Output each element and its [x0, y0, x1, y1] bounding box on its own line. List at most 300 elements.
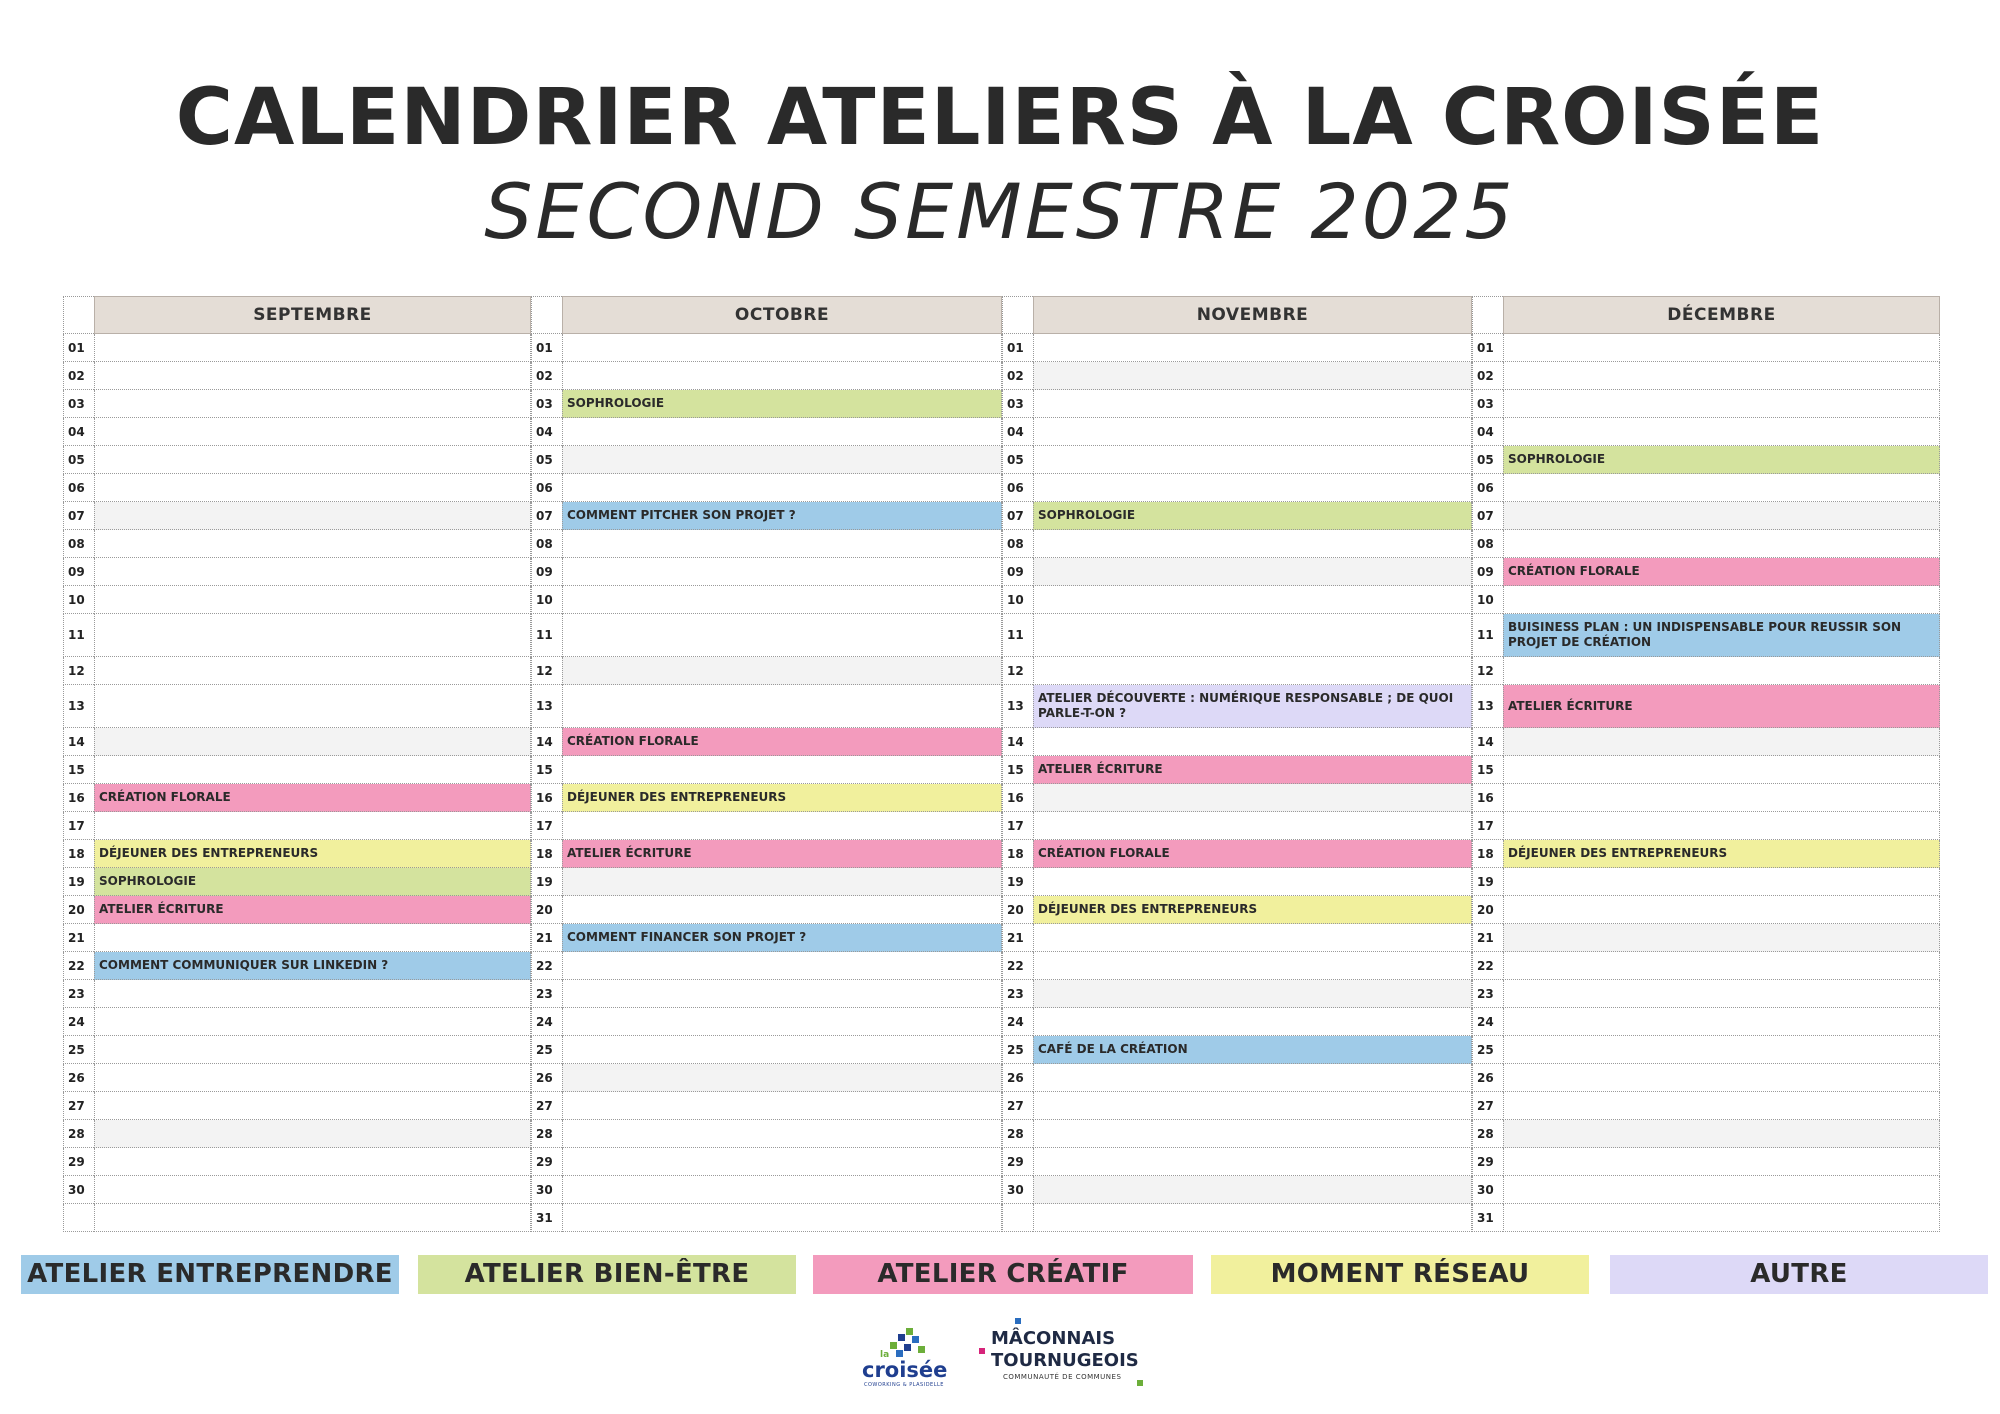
day-row [1472, 1148, 1940, 1176]
day-cell [1033, 390, 1472, 418]
day-row [1472, 1176, 1940, 1204]
day-row [1002, 1008, 1472, 1036]
day-number: 17 [1472, 812, 1503, 840]
day-row [1002, 1176, 1472, 1204]
day-number: 22 [1472, 952, 1503, 980]
day-number: 09 [1002, 558, 1033, 586]
day-row [1472, 502, 1940, 530]
day-cell [94, 1064, 531, 1092]
day-number: 13 [63, 685, 94, 728]
month-name: OCTOBRE [562, 296, 1002, 334]
day-cell [562, 868, 1002, 896]
day-number: 14 [531, 728, 562, 756]
day-number: 29 [1472, 1148, 1503, 1176]
day-cell [94, 446, 531, 474]
day-cell [562, 334, 1002, 362]
day-row [1472, 980, 1940, 1008]
day-row [1002, 784, 1472, 812]
day-number: 15 [1002, 756, 1033, 784]
day-row [63, 558, 531, 586]
day-number: 20 [1472, 896, 1503, 924]
day-row [1002, 896, 1472, 924]
day-cell [562, 446, 1002, 474]
month-column [63, 296, 531, 1232]
day-cell [94, 728, 531, 756]
day-cell [1503, 334, 1940, 362]
day-row [531, 1064, 1002, 1092]
day-row [1002, 1036, 1472, 1064]
day-number: 09 [1472, 558, 1503, 586]
day-number: 10 [1472, 586, 1503, 614]
day-row [1002, 1064, 1472, 1092]
day-cell [1503, 1008, 1940, 1036]
day-row [63, 952, 531, 980]
day-number: 26 [1002, 1064, 1033, 1092]
event-cell: COMMENT FINANCER SON PROJET ? [562, 924, 1002, 952]
header-corner [1002, 296, 1033, 334]
day-number: 05 [1002, 446, 1033, 474]
day-number: 04 [1472, 418, 1503, 446]
day-row [531, 446, 1002, 474]
day-cell [562, 1064, 1002, 1092]
day-cell [1033, 586, 1472, 614]
logo-maconnais-line1: MÂCONNAIS [991, 1328, 1116, 1349]
day-cell [1033, 1148, 1472, 1176]
day-cell [1503, 924, 1940, 952]
day-cell [94, 1092, 531, 1120]
day-row [1002, 1148, 1472, 1176]
event-cell: COMMENT PITCHER SON PROJET ? [562, 502, 1002, 530]
day-row [63, 614, 531, 657]
day-cell [1033, 1204, 1472, 1232]
event-cell: SOPHROLOGIE [1503, 446, 1940, 474]
day-cell [1503, 728, 1940, 756]
day-number: 15 [531, 756, 562, 784]
day-row [63, 502, 531, 530]
day-row [63, 657, 531, 685]
day-number: 19 [63, 868, 94, 896]
day-cell [94, 418, 531, 446]
day-row [1472, 1008, 1940, 1036]
maconnais-tournugeois-logo [975, 1318, 1150, 1390]
day-row [63, 334, 531, 362]
day-row [1002, 657, 1472, 685]
day-number: 20 [63, 896, 94, 924]
day-number: 09 [531, 558, 562, 586]
legend-atelier-creatif: ATELIER CRÉATIF [813, 1255, 1193, 1294]
day-number: 03 [63, 390, 94, 418]
day-cell [562, 474, 1002, 502]
day-cell [1033, 657, 1472, 685]
day-cell [562, 896, 1002, 924]
event-cell: ATELIER DÉCOUVERTE : NUMÉRIQUE RESPONSABLE ; DE QUOI PARLE-T-ON ? [1033, 685, 1472, 728]
day-number: 18 [63, 840, 94, 868]
event-cell: DÉJEUNER DES ENTREPRENEURS [94, 840, 531, 868]
day-cell [1033, 1008, 1472, 1036]
day-number: 08 [1002, 530, 1033, 558]
day-number: 25 [531, 1036, 562, 1064]
day-row [1472, 924, 1940, 952]
day-number: 24 [1472, 1008, 1503, 1036]
day-row [531, 530, 1002, 558]
day-number: 10 [63, 586, 94, 614]
day-cell [1503, 657, 1940, 685]
day-number: 23 [1472, 980, 1503, 1008]
day-cell [94, 530, 531, 558]
month-header [1002, 296, 1472, 334]
day-number: 24 [1002, 1008, 1033, 1036]
day-number: 01 [1472, 334, 1503, 362]
day-number: 11 [1472, 614, 1503, 657]
day-row [1472, 390, 1940, 418]
day-number: 18 [1472, 840, 1503, 868]
day-row [531, 1092, 1002, 1120]
day-number: 02 [1472, 362, 1503, 390]
day-row [1472, 784, 1940, 812]
event-cell: SOPHROLOGIE [562, 390, 1002, 418]
event-cell: BUISINESS PLAN : UN INDISPENSABLE POUR REUSSIR SON PROJET DE CRÉATION [1503, 614, 1940, 657]
day-cell [94, 334, 531, 362]
event-cell: COMMENT COMMUNIQUER SUR LINKEDIN ? [94, 952, 531, 980]
day-row [1002, 614, 1472, 657]
day-row [1472, 952, 1940, 980]
day-number: 06 [1472, 474, 1503, 502]
day-cell [562, 1120, 1002, 1148]
month-column [531, 296, 1002, 1232]
day-row [531, 502, 1002, 530]
day-number: 18 [531, 840, 562, 868]
day-number: 06 [1002, 474, 1033, 502]
day-row [63, 530, 531, 558]
day-row [1472, 530, 1940, 558]
day-cell [1033, 924, 1472, 952]
day-number: 01 [63, 334, 94, 362]
event-cell: SOPHROLOGIE [1033, 502, 1472, 530]
day-row [1472, 1204, 1940, 1232]
month-name: SEPTEMBRE [94, 296, 531, 334]
day-number: 22 [1002, 952, 1033, 980]
day-cell [562, 1148, 1002, 1176]
day-row [531, 812, 1002, 840]
day-number: 24 [63, 1008, 94, 1036]
day-number: 14 [1472, 728, 1503, 756]
day-number: 23 [63, 980, 94, 1008]
day-number: 12 [63, 657, 94, 685]
day-cell [94, 980, 531, 1008]
day-number: 21 [1002, 924, 1033, 952]
day-row [1002, 558, 1472, 586]
day-cell [94, 1120, 531, 1148]
day-row [1002, 840, 1472, 868]
day-number: 11 [63, 614, 94, 657]
day-row [531, 1176, 1002, 1204]
day-number: 24 [531, 1008, 562, 1036]
day-number: 03 [1002, 390, 1033, 418]
day-cell [562, 558, 1002, 586]
day-cell [562, 812, 1002, 840]
day-row [1002, 980, 1472, 1008]
day-row [531, 840, 1002, 868]
day-row [63, 728, 531, 756]
day-cell [562, 1092, 1002, 1120]
day-row [1002, 924, 1472, 952]
day-row [63, 756, 531, 784]
day-number: 19 [1002, 868, 1033, 896]
day-cell [1033, 784, 1472, 812]
day-cell [94, 657, 531, 685]
day-cell [1033, 812, 1472, 840]
day-cell [1503, 530, 1940, 558]
logo-maconnais-line2: TOURNUGEOIS [991, 1350, 1139, 1371]
day-number: 28 [1472, 1120, 1503, 1148]
day-number: 31 [1472, 1204, 1503, 1232]
day-row [63, 812, 531, 840]
event-cell: DÉJEUNER DES ENTREPRENEURS [1033, 896, 1472, 924]
day-number: 19 [1472, 868, 1503, 896]
day-number: 28 [63, 1120, 94, 1148]
page-title: CALENDRIER ATELIERS À LA CROISÉE [175, 73, 1825, 163]
day-cell [1033, 1176, 1472, 1204]
day-row [1472, 558, 1940, 586]
day-row [1002, 334, 1472, 362]
day-row [1472, 1036, 1940, 1064]
day-cell [1033, 474, 1472, 502]
day-row [1472, 812, 1940, 840]
day-number: 05 [1472, 446, 1503, 474]
day-number: 01 [531, 334, 562, 362]
la-croisee-logo [860, 1322, 948, 1388]
day-cell [1503, 1148, 1940, 1176]
day-row [63, 685, 531, 728]
day-number: 06 [531, 474, 562, 502]
event-cell: ATELIER ÉCRITURE [1503, 685, 1940, 728]
day-cell [562, 952, 1002, 980]
day-row [531, 1148, 1002, 1176]
day-number: 12 [531, 657, 562, 685]
day-number: 02 [1002, 362, 1033, 390]
day-cell [1033, 334, 1472, 362]
month-name: NOVEMBRE [1033, 296, 1472, 334]
day-cell [1033, 446, 1472, 474]
day-row [1002, 1204, 1472, 1232]
day-row [531, 558, 1002, 586]
day-number: 05 [531, 446, 562, 474]
day-row [531, 1120, 1002, 1148]
day-cell [1503, 952, 1940, 980]
month-header [531, 296, 1002, 334]
day-row [1472, 896, 1940, 924]
event-cell: SOPHROLOGIE [94, 868, 531, 896]
title-block [0, 70, 2000, 258]
day-number: 08 [63, 530, 94, 558]
day-number: 30 [1472, 1176, 1503, 1204]
day-number: 26 [531, 1064, 562, 1092]
day-number: 01 [1002, 334, 1033, 362]
day-number: 31 [531, 1204, 562, 1232]
day-row [63, 586, 531, 614]
day-cell [94, 586, 531, 614]
day-cell [562, 1176, 1002, 1204]
day-cell [562, 362, 1002, 390]
day-number: 16 [1002, 784, 1033, 812]
day-row [1472, 840, 1940, 868]
day-number: 30 [1002, 1176, 1033, 1204]
day-row [1002, 418, 1472, 446]
day-row [1002, 502, 1472, 530]
day-cell [1503, 1204, 1940, 1232]
day-cell [94, 474, 531, 502]
legend-atelier-entreprendre: ATELIER ENTREPRENDRE [21, 1255, 399, 1294]
day-number: 21 [63, 924, 94, 952]
day-cell [1503, 474, 1940, 502]
day-row [63, 868, 531, 896]
day-cell [94, 1008, 531, 1036]
day-number: 08 [1472, 530, 1503, 558]
day-cell [1503, 1092, 1940, 1120]
day-number: 30 [63, 1176, 94, 1204]
day-cell [562, 685, 1002, 728]
day-number: 13 [1002, 685, 1033, 728]
day-cell [562, 980, 1002, 1008]
day-row [63, 362, 531, 390]
day-row [1472, 1092, 1940, 1120]
day-cell [1503, 896, 1940, 924]
day-number: 04 [63, 418, 94, 446]
day-cell [1033, 1064, 1472, 1092]
day-row [63, 1204, 531, 1232]
day-cell [1503, 980, 1940, 1008]
day-row [1002, 1120, 1472, 1148]
day-row [63, 474, 531, 502]
day-cell [1033, 868, 1472, 896]
day-row [1002, 1092, 1472, 1120]
day-number: 14 [1002, 728, 1033, 756]
day-cell [562, 530, 1002, 558]
day-cell [1503, 362, 1940, 390]
day-cell [1033, 614, 1472, 657]
day-number: 13 [531, 685, 562, 728]
day-cell [1033, 1092, 1472, 1120]
day-cell [562, 1008, 1002, 1036]
day-row [63, 1092, 531, 1120]
day-cell [1503, 868, 1940, 896]
day-row [531, 952, 1002, 980]
day-cell [1033, 980, 1472, 1008]
event-cell: CAFÉ DE LA CRÉATION [1033, 1036, 1472, 1064]
day-cell [562, 756, 1002, 784]
day-number: 27 [531, 1092, 562, 1120]
day-cell [1033, 952, 1472, 980]
day-row [63, 1036, 531, 1064]
day-row [531, 896, 1002, 924]
day-cell [1503, 1036, 1940, 1064]
event-cell: DÉJEUNER DES ENTREPRENEURS [1503, 840, 1940, 868]
day-number: 07 [63, 502, 94, 530]
day-row [531, 756, 1002, 784]
day-row [63, 446, 531, 474]
day-row [531, 614, 1002, 657]
event-cell: CRÉATION FLORALE [1503, 558, 1940, 586]
day-row [1002, 952, 1472, 980]
event-cell: CRÉATION FLORALE [94, 784, 531, 812]
day-number: 11 [531, 614, 562, 657]
day-row [531, 586, 1002, 614]
day-cell [94, 558, 531, 586]
day-cell [562, 657, 1002, 685]
logo-croisee-text: croisée [862, 1358, 948, 1382]
day-row [63, 896, 531, 924]
day-number: 17 [63, 812, 94, 840]
day-row [531, 362, 1002, 390]
day-cell [94, 756, 531, 784]
day-number: 29 [63, 1148, 94, 1176]
day-number: 22 [531, 952, 562, 980]
day-number: 07 [531, 502, 562, 530]
month-header [1472, 296, 1940, 334]
day-row [531, 418, 1002, 446]
day-cell [1503, 1120, 1940, 1148]
day-row [1472, 474, 1940, 502]
day-row [1002, 530, 1472, 558]
day-row [63, 784, 531, 812]
day-cell [1503, 756, 1940, 784]
day-cell [94, 614, 531, 657]
day-row [531, 1036, 1002, 1064]
day-number: 10 [1002, 586, 1033, 614]
day-cell [94, 502, 531, 530]
day-cell [562, 418, 1002, 446]
day-cell [1503, 418, 1940, 446]
day-row [1002, 685, 1472, 728]
day-cell [1503, 1064, 1940, 1092]
day-cell [562, 1204, 1002, 1232]
day-row [1472, 868, 1940, 896]
day-cell [1503, 390, 1940, 418]
day-number: 17 [1002, 812, 1033, 840]
day-number: 13 [1472, 685, 1503, 728]
day-cell [94, 812, 531, 840]
day-row [531, 474, 1002, 502]
day-cell [94, 1036, 531, 1064]
day-row [531, 1008, 1002, 1036]
day-cell [1033, 1120, 1472, 1148]
day-row [63, 390, 531, 418]
day-row [1002, 812, 1472, 840]
day-row [1002, 756, 1472, 784]
day-number: 03 [1472, 390, 1503, 418]
legend-moment-reseau: MOMENT RÉSEAU [1211, 1255, 1589, 1294]
day-number: 06 [63, 474, 94, 502]
day-cell [562, 614, 1002, 657]
day-number: 07 [1002, 502, 1033, 530]
day-row [1472, 418, 1940, 446]
day-cell [562, 586, 1002, 614]
day-number: 05 [63, 446, 94, 474]
day-number: 21 [1472, 924, 1503, 952]
day-row [1002, 868, 1472, 896]
event-cell: DÉJEUNER DES ENTREPRENEURS [562, 784, 1002, 812]
day-number: 12 [1472, 657, 1503, 685]
day-number: 29 [531, 1148, 562, 1176]
day-number: 16 [63, 784, 94, 812]
day-number: 16 [1472, 784, 1503, 812]
day-number: 11 [1002, 614, 1033, 657]
day-number: 16 [531, 784, 562, 812]
day-cell [562, 1036, 1002, 1064]
day-cell [94, 685, 531, 728]
day-number: 26 [63, 1064, 94, 1092]
day-number: 09 [63, 558, 94, 586]
